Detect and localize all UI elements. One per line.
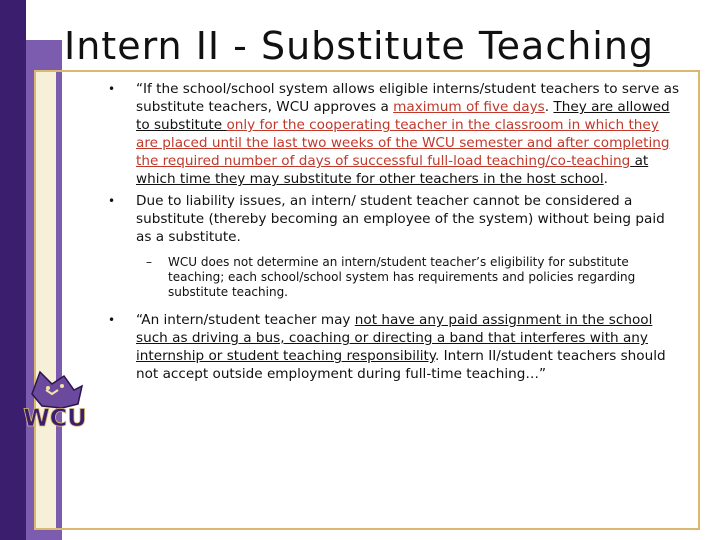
b1-max-five-days: maximum of five days bbox=[393, 99, 545, 115]
b1-text-1: “If the school/school system allows eligible interns/student teachers to serve as substitute teachers, WCU approves a bbox=[136, 81, 680, 115]
b1-text-7: . bbox=[603, 171, 608, 187]
left-purple-band bbox=[0, 0, 26, 540]
b1-other-teachers: at which time they may substitute for other teachers in the host school bbox=[136, 153, 649, 187]
logo-wcu-text: WCU bbox=[23, 404, 87, 432]
b3-text-3: . Intern II/student teachers should not accept outside employment during full-time teaching…” bbox=[136, 348, 666, 382]
bullet-substitute-eligibility bbox=[108, 80, 680, 188]
bullet-liability bbox=[108, 192, 680, 246]
b1-text-3: . bbox=[544, 99, 554, 115]
cream-side-bar bbox=[36, 72, 56, 528]
b2-text: Due to liability issues, an intern/ student teacher cannot be considered a substitute (thereby becoming an employee of the system) without being paid as a substitute. bbox=[136, 193, 665, 245]
b1-cooperating-teacher-only: only for the cooperating teacher in the classroom in which they are placed until the last two weeks of the WCU semester and after completing the required number of days of successful full-load teaching/co-teaching bbox=[136, 117, 670, 169]
b3-no-paid-assignment: not have any paid assignment in the school such as driving a bus, coaching or directing a band that interferes with any internship or student teaching responsibility bbox=[136, 312, 653, 364]
b1-allowed-substitute: They are allowed to substitute bbox=[136, 99, 670, 133]
b2-sub-text: WCU does not determine an intern/student teacher’s eligibility for substitute teaching; each school/school system has requirements and policies regarding substitute teaching. bbox=[168, 255, 636, 299]
wcu-catamount-logo bbox=[12, 364, 98, 448]
slide-title: Intern II - Substitute Teaching bbox=[64, 24, 655, 68]
bullet-dot: • bbox=[108, 194, 116, 208]
b3-text-1: “An intern/student teacher may bbox=[136, 312, 355, 328]
sub-bullet-dash: – bbox=[146, 255, 152, 269]
bullet-dot: • bbox=[108, 82, 116, 96]
catamount-head-icon bbox=[32, 372, 82, 408]
sub-bullet-eligibility bbox=[108, 255, 680, 300]
bullet-paid-assignment bbox=[108, 311, 680, 383]
bullet-dot: • bbox=[108, 313, 116, 327]
slide-body bbox=[108, 80, 680, 383]
